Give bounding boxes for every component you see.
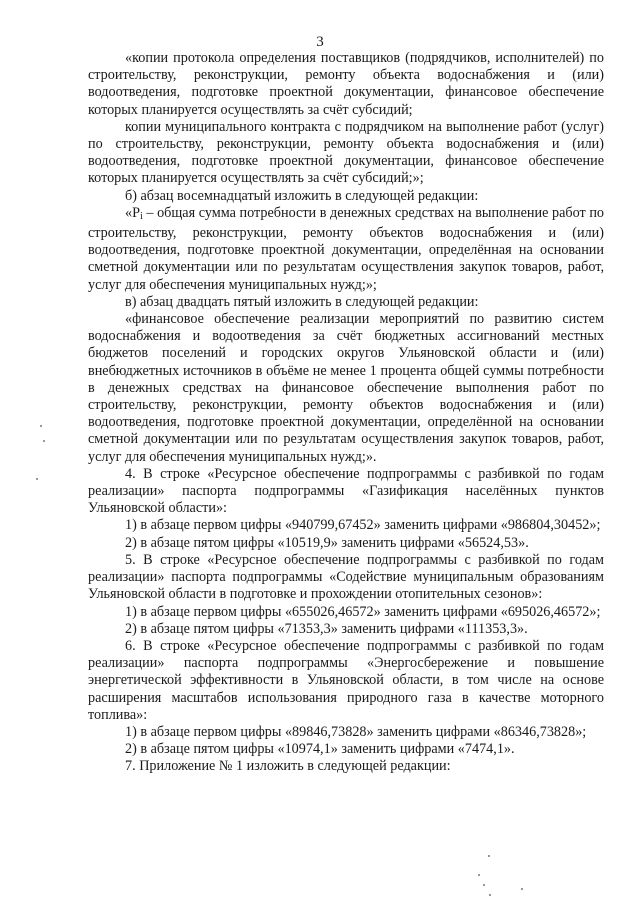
- document-body: [88, 50, 604, 776]
- formula-paragraph: [88, 205, 604, 294]
- scan-speck: [43, 440, 45, 442]
- paragraph: 7. Приложение № 1 изложить в следующей редакции:: [125, 758, 451, 775]
- paragraph: 2) в абзаце пятом цифры «10974,1» заменить цифрами «7474,1».: [125, 741, 515, 758]
- formula-subscript: i: [139, 210, 143, 222]
- scan-speck: [483, 884, 485, 886]
- scan-speck: [521, 888, 523, 890]
- paragraph: «копии протокола определения поставщиков (подрядчиков, исполнителей) по строительству, реконструкции, ремонту объекта водоснабжения и (или) водоотведения, подготовке проектной документации, финансовое обеспечение которых планируется осуществлять за счёт субсидий;: [88, 50, 604, 118]
- paragraph: 2) в абзаце пятом цифры «10519,9» заменить цифрами «56524,53».: [125, 534, 529, 551]
- paragraph: копии муниципального контракта с подрядчиком на выполнение работ (услуг) по строительству, реконструкции, ремонту объекта водоснабжения и (или) водоотведения, подготовке проектной документации, финансовое обеспечение которых планируется осуществлять за счёт субсидий;»;: [88, 118, 604, 187]
- paragraph: в) абзац двадцать пятый изложить в следующей редакции:: [125, 293, 479, 310]
- scan-speck: [40, 425, 42, 427]
- paragraph: 2) в абзаце пятом цифры «71353,3» заменить цифрами «111353,3».: [125, 620, 528, 637]
- formula-symbol: «P: [125, 204, 140, 221]
- paragraph: 1) в абзаце первом цифры «940799,67452» заменить цифрами «986804,30452»;: [125, 517, 601, 534]
- scan-speck: [489, 894, 491, 896]
- paragraph: 1) в абзаце первом цифры «89846,73828» заменить цифрами «86346,73828»;: [125, 723, 587, 740]
- scan-speck: [36, 478, 38, 480]
- paragraph: 5. В строке «Ресурсное обеспечение подпрограммы с разбивкой по годам реализации» паспорта подпрограммы «Содействие муниципальным образованиям Ульяновской области в подготовке и прохождении отопительных сезонов»:: [88, 551, 604, 603]
- page-number: 3: [316, 34, 324, 50]
- paragraph: 6. В строке «Ресурсное обеспечение подпрограммы с разбивкой по годам реализации» паспорта подпрограммы «Энергосбережение и повышение энергетической эффективности в Ульяновской области, в том числе на основе расширения масштабов использования природного газа в качестве моторного топлива»:: [88, 637, 604, 723]
- scan-speck: [478, 874, 480, 876]
- paragraph: «финансовое обеспечение реализации мероприятий по развитию систем водоснабжения и водоотведения за счёт бюджетных ассигнований местных бюджетов поселений и городских округов Ульяновской области и (или) внебюджетных источников в объёме не менее 1 процента общей суммы потребности в денежных средствах на финансовое обеспечение выполнения работ по строительству, реконструкции, ремонту объектов водоснабжения и (или) водоотведения, подготовке проектной документации, определённой на основании сметной документации или по результатам осуществления закупок товаров, работ, услуг для обеспечения муниципальных нужд;».: [88, 311, 604, 465]
- paragraph: – общая сумма потребности в денежных средствах на выполнение работ по строительству, реконструкции, ремонту объектов водоснабжения и (или) водоотведения, подготовке проектной документации, определённая на основании сметной документации или по результатам осуществления закупок товаров, работ, услуг для обеспечения муниципальных нужд;»;: [88, 204, 605, 293]
- paragraph: 1) в абзаце первом цифры «655026,46572» заменить цифрами «695026,46572»;: [125, 603, 601, 620]
- paragraph: 4. В строке «Ресурсное обеспечение подпрограммы с разбивкой по годам реализации» паспорта подпрограммы «Газификация населённых пунктов Ульяновской области»:: [88, 465, 604, 517]
- paragraph: б) абзац восемнадцатый изложить в следующей редакции:: [125, 187, 479, 204]
- scan-speck: [488, 855, 490, 857]
